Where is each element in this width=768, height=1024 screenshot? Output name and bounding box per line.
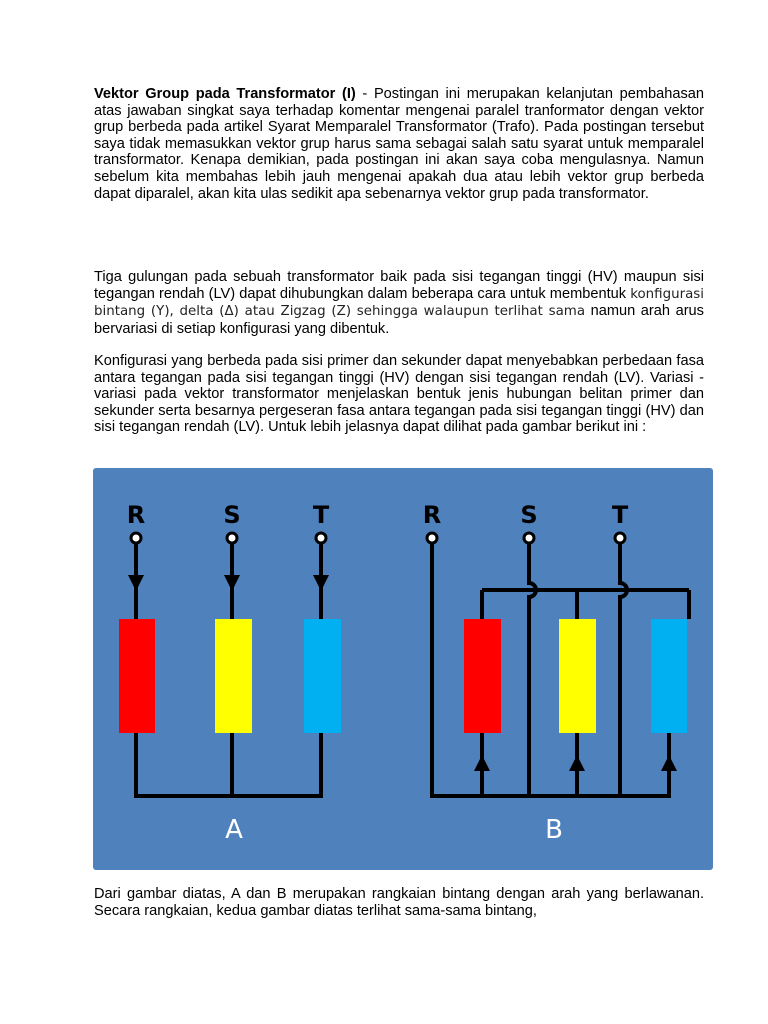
label-r-a: R xyxy=(126,501,146,529)
article-title: Vektor Group pada Transformator (I) xyxy=(94,86,356,102)
label-t-b: T xyxy=(611,501,629,529)
transformer-wiring-figure xyxy=(93,468,713,870)
label-s-b: S xyxy=(520,501,538,529)
terminal-s-a xyxy=(227,533,237,543)
winding-text-3: namun arah arus bervariasi di setiap konfigurasi yang dibentuk. xyxy=(94,303,704,337)
winding-text-1: Tiga gulungan pada sebuah transformator baik pada sisi tegangan tinggi (HV) maupun sisi tegangan rendah (LV) dapat dihubungkan dalam beberapa cara untuk membentuk xyxy=(94,269,704,302)
label-s-a: S xyxy=(223,501,241,529)
title-separator: - xyxy=(355,86,374,102)
winding-paragraph xyxy=(94,269,704,337)
winding-s-a xyxy=(215,619,252,733)
terminal-r-a xyxy=(131,533,141,543)
label-t-a: T xyxy=(312,501,330,529)
caption-a: A xyxy=(225,815,243,845)
terminal-t-b xyxy=(615,533,625,543)
winding-t-b xyxy=(651,619,687,733)
caption-b: B xyxy=(545,815,563,845)
terminal-r-b xyxy=(427,533,437,543)
terminal-t-a xyxy=(316,533,326,543)
intro-paragraph xyxy=(94,86,704,202)
closing-paragraph: Dari gambar diatas, A dan B merupakan rangkaian bintang dengan arah yang berlawanan. Secara rangkaian, kedua gambar diatas terlihat sama-sama bintang, xyxy=(94,886,704,919)
winding-r-a xyxy=(119,619,155,733)
winding-text-2: konfigurasi bintang (Y), delta (Δ) atau Zigzag (Z) sehingga walaupun terlihat sama xyxy=(94,286,704,320)
winding-s-b xyxy=(559,619,596,733)
winding-t-a xyxy=(304,619,341,733)
terminal-s-b xyxy=(524,533,534,543)
label-r-b: R xyxy=(422,501,442,529)
configuration-paragraph: Konfigurasi yang berbeda pada sisi primer dan sekunder dapat menyebabkan perbedaan fasa antara tegangan pada sisi tegangan tinggi (HV) dengan sisi tegangan rendah (LV). Variasi - variasi pada vektor transformator menjelaskan bentuk jenis hubungan belitan primer dan sekunder serta besarnya pergeseran fasa antara tegangan pada sisi tegangan tinggi (HV) dan sisi tegangan rendah (LV). Untuk lebih jelasnya dapat dilihat pada gambar berikut ini : xyxy=(94,353,704,436)
intro-text: Postingan ini merupakan kelanjutan pembahasan atas jawaban singkat saya terhadap komentar mengenai paralel tranformator dengan vektor grup berbeda pada artikel Syarat Memparalel Transformator (Trafo). Pada postingan tersebut saya tidak memasukkan vektor grup harus sama sebagai salah satu syarat untuk memparalel transformator. Kenapa demikian, pada postingan ini akan saya coba mengulasnya. Namun sebelum kita membahas lebih jauh mengenai apakah dua atau lebih vektor grup berbeda dapat diparalel, akan kita ulas sedikit apa sebenarnya vektor grup pada transformator. xyxy=(94,86,704,202)
winding-r-b xyxy=(464,619,501,733)
